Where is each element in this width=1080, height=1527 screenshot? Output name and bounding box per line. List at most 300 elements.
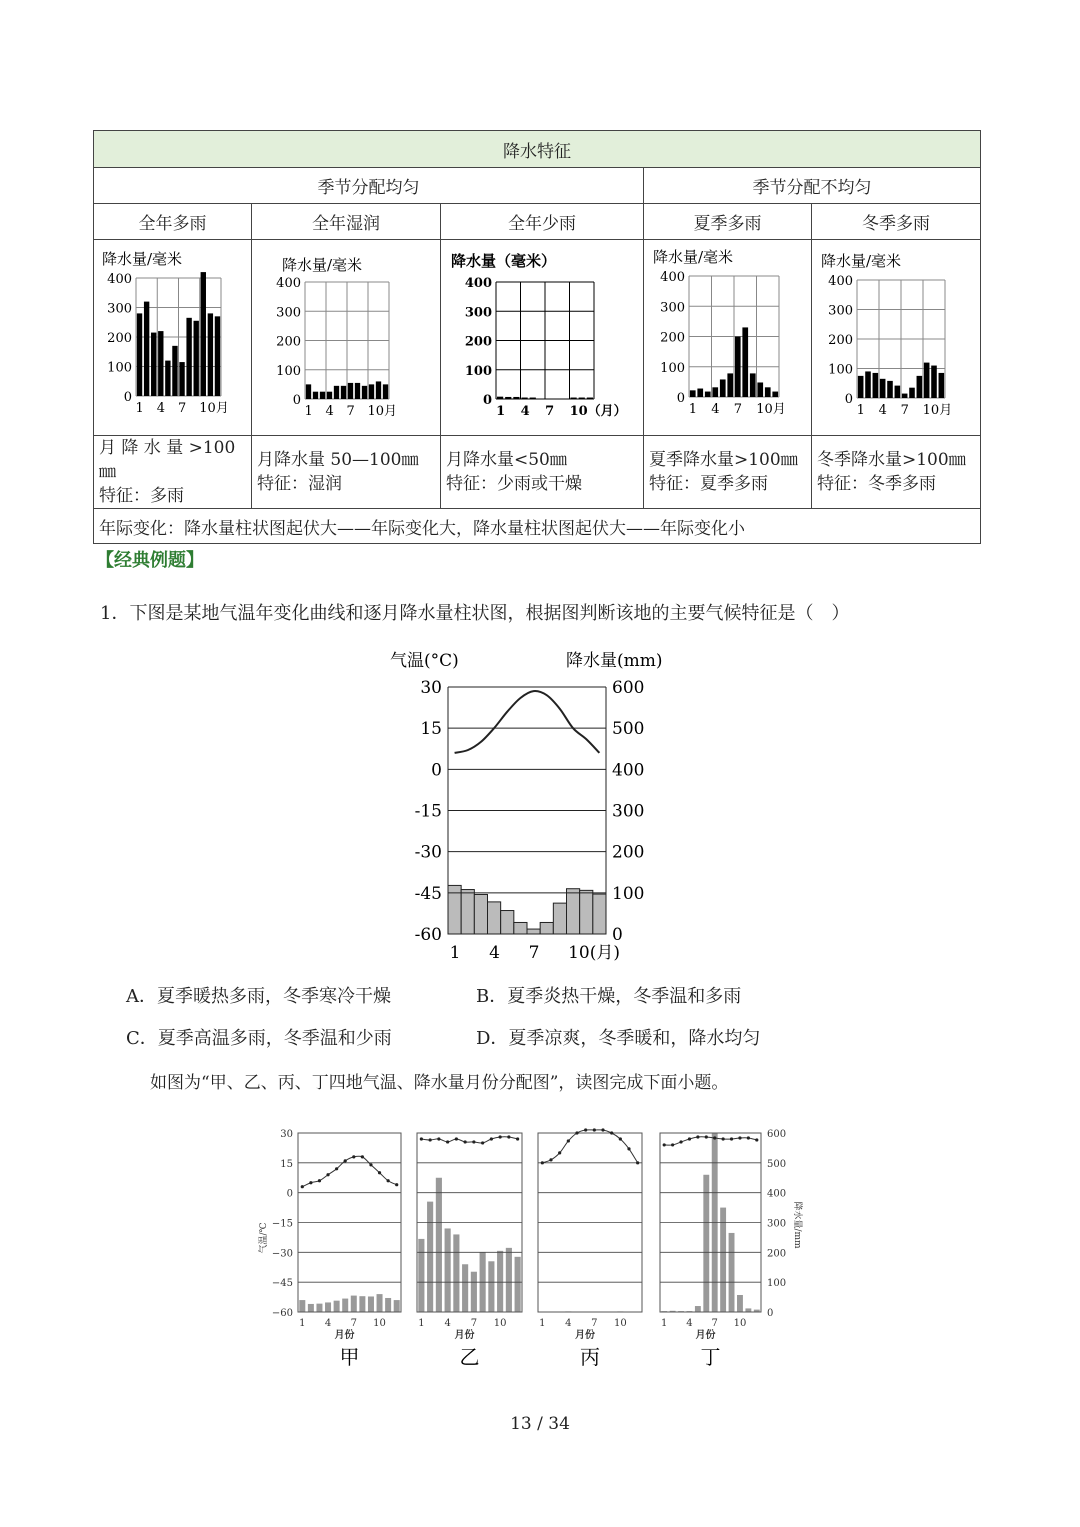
- y-tick-label-right: 500: [767, 1158, 787, 1170]
- precip-bar: [385, 1298, 391, 1312]
- x-tick-label: 1: [688, 402, 698, 417]
- temperature-point: [455, 1137, 458, 1140]
- precip-bar: [369, 384, 374, 399]
- question-text: 1．下图是某地气温年变化曲线和逐月降水量柱状图，根据图判断该地的主要气候特征是（ ）: [100, 603, 850, 624]
- desc-line: 特征：夏季多雨: [649, 474, 768, 494]
- y-tick-label: 100: [107, 360, 132, 376]
- y-tick-label-left: -60: [414, 925, 442, 945]
- temperature-point: [344, 1159, 347, 1162]
- annual-variation-note: 年际变化：降水量柱状图起伏大——年际变化大，降水量柱状图起伏大——年际变化小: [94, 509, 981, 544]
- precip-bar: [570, 398, 576, 399]
- chart-name: 乙: [459, 1345, 480, 1369]
- precip-bar: [488, 1261, 494, 1312]
- precip-bar: [341, 386, 346, 399]
- temperature-point: [352, 1155, 355, 1158]
- x-axis-title: 月份: [334, 1330, 355, 1341]
- x-tick-label: 7: [528, 943, 540, 963]
- precip-bar: [313, 392, 318, 399]
- temperature-point: [705, 1135, 708, 1138]
- y-tick-label: 400: [464, 276, 492, 291]
- precip-bar: [765, 387, 771, 397]
- precip-bar: [497, 1251, 503, 1312]
- x-tick-label: 4: [444, 1318, 451, 1329]
- x-axis-title: 月份: [454, 1330, 475, 1341]
- precip-bar: [320, 392, 325, 399]
- precip-bar: [579, 398, 585, 399]
- y-tick-label-left: -30: [414, 842, 442, 863]
- chart-cell: [441, 240, 644, 436]
- precip-bar: [137, 313, 142, 396]
- precip-bar: [348, 383, 353, 399]
- page-number: 13 / 34: [510, 1414, 570, 1434]
- precip-chart-dry: [441, 240, 643, 430]
- precip-bar: [462, 1264, 468, 1312]
- y-tick-label-left: -15: [414, 801, 442, 822]
- temperature-point: [593, 1128, 596, 1131]
- x-tick-label: 10月: [922, 403, 953, 418]
- precip-bar: [506, 1248, 512, 1312]
- temperature-point: [747, 1136, 750, 1139]
- temperature-point: [499, 1135, 502, 1138]
- precip-bar: [895, 386, 901, 398]
- precip-bar: [497, 397, 503, 399]
- precip-bar: [924, 363, 930, 398]
- precip-bar: [461, 890, 474, 934]
- precip-bar: [488, 902, 501, 934]
- temperature-point: [481, 1141, 484, 1144]
- x-tick-label: 4: [711, 402, 720, 417]
- y-tick-label: 300: [107, 301, 132, 317]
- temperature-curve: [542, 1130, 637, 1163]
- temperature-point: [679, 1140, 682, 1143]
- precip-bar: [436, 1178, 442, 1312]
- desc-line: 特征：冬季多雨: [817, 474, 936, 494]
- temperature-point: [301, 1185, 304, 1188]
- precip-bar: [208, 313, 213, 396]
- temperature-point: [507, 1135, 510, 1138]
- temperature-point: [722, 1137, 725, 1140]
- y-tick-label-left: 0: [286, 1188, 293, 1200]
- desc-cell: [94, 436, 252, 509]
- chart-title: 降水量（毫米）: [451, 252, 557, 270]
- temperature-point: [610, 1131, 613, 1134]
- section-heading: 【经典例题】: [96, 550, 204, 571]
- precip-bar: [453, 1234, 459, 1312]
- y-tick-label: 0: [844, 392, 853, 407]
- precip-bar: [729, 1233, 735, 1312]
- temperature-point: [663, 1143, 666, 1146]
- x-tick-label: 1: [496, 404, 506, 419]
- y-tick-label: 0: [676, 391, 685, 406]
- desc-cell: [812, 436, 981, 509]
- precip-bar: [394, 1300, 400, 1312]
- temperature-curve: [455, 691, 600, 753]
- precip-bar: [334, 1301, 340, 1312]
- y-tick-label: 300: [660, 300, 685, 316]
- precip-bar: [355, 383, 360, 399]
- precip-bar: [909, 388, 915, 398]
- desc-cell: [441, 436, 644, 509]
- precip-bar: [580, 890, 593, 934]
- x-tick-label: 1: [135, 401, 144, 416]
- temperature-point: [429, 1138, 432, 1141]
- chart-name: 甲: [339, 1345, 360, 1369]
- x-axis-title: 月份: [695, 1330, 716, 1341]
- temperature-point: [671, 1143, 674, 1146]
- y-tick-label: 400: [660, 270, 685, 285]
- temperature-point: [309, 1181, 312, 1184]
- x-axis-title: 月份: [575, 1330, 595, 1341]
- precip-bar: [593, 894, 606, 934]
- precip-bar: [334, 386, 339, 399]
- precip-bar: [144, 302, 149, 396]
- precip-bar: [939, 373, 945, 398]
- y-tick-label-left: −45: [271, 1278, 293, 1290]
- precip-bar: [316, 1304, 322, 1312]
- y-tick-label: 300: [276, 305, 301, 321]
- temperature-point: [567, 1139, 570, 1142]
- y-axis-title-left: 气温/℃: [259, 1222, 269, 1254]
- x-tick-label: 4: [325, 404, 334, 419]
- x-tick-label: 4: [686, 1318, 693, 1329]
- x-tick-label: 10: [373, 1318, 386, 1329]
- precip-bar: [445, 1228, 451, 1312]
- temperature-point: [318, 1179, 321, 1182]
- y-tick-label: 100: [660, 360, 685, 376]
- x-tick-label: 4: [520, 404, 530, 419]
- temperature-point: [584, 1128, 587, 1131]
- y-tick-label: 0: [482, 393, 492, 408]
- precip-bar: [505, 397, 511, 399]
- y-tick-label: 200: [107, 331, 132, 346]
- precip-bar: [368, 1296, 374, 1312]
- x-tick-label: 4: [324, 1318, 332, 1329]
- chart-title: 降水量/毫米: [282, 256, 363, 274]
- temperature-point: [738, 1136, 741, 1139]
- x-tick-label: 10: [613, 1318, 627, 1329]
- precip-bar: [567, 889, 580, 934]
- precip-bar: [376, 381, 381, 399]
- x-tick-label: 10(月): [568, 943, 620, 963]
- x-tick-label: 1: [661, 1318, 668, 1329]
- y-tick-label: 400: [276, 276, 301, 291]
- precip-bar: [587, 398, 593, 399]
- desc-line: 夏季降水量>100㎜: [649, 450, 798, 470]
- y-tick-label: 200: [660, 330, 685, 346]
- temperature-point: [464, 1140, 467, 1143]
- temperature-curve: [302, 1156, 396, 1187]
- y-axis-title-right: 降水量(mm): [566, 651, 663, 671]
- category-cell: 全年多雨: [94, 204, 252, 240]
- desc-line: 特征：少雨或干燥: [446, 474, 582, 494]
- chart-cell: [644, 240, 812, 436]
- temperature-point: [420, 1137, 423, 1140]
- precip-bar: [703, 1175, 709, 1312]
- temperature-point: [601, 1128, 604, 1131]
- precip-bar: [720, 379, 726, 397]
- y-tick-label-right: 300: [612, 801, 645, 822]
- y-tick-label: 100: [464, 363, 492, 379]
- temperature-point: [713, 1136, 716, 1139]
- temperature-point: [755, 1138, 758, 1141]
- precip-bar: [158, 331, 163, 396]
- temperature-point: [387, 1179, 390, 1182]
- temperature-curve: [664, 1137, 757, 1145]
- temperature-point: [575, 1131, 578, 1134]
- temperature-point: [335, 1167, 338, 1170]
- y-tick-label-right: 400: [767, 1188, 787, 1200]
- y-tick-label-right: 200: [612, 842, 645, 863]
- temperature-point: [369, 1163, 372, 1166]
- x-tick-label: 1: [418, 1318, 425, 1329]
- intro-text: 如图为“甲、乙、丙、丁四地气温、降水量月份分配图”，读图完成下面小题。: [150, 1073, 729, 1093]
- x-tick-label: 7: [350, 1318, 357, 1329]
- precip-bar: [873, 373, 879, 398]
- precip-bar: [931, 366, 937, 398]
- precip-bar: [546, 399, 552, 400]
- desc-line: 月降水量 50—100㎜: [257, 450, 419, 470]
- temperature-point: [395, 1183, 398, 1186]
- desc-cell: [252, 436, 441, 509]
- precip-bar: [418, 1239, 424, 1312]
- precip-bar: [377, 1294, 383, 1312]
- chart-name: 丙: [580, 1345, 600, 1369]
- y-tick-label-right: 0: [612, 925, 623, 945]
- x-tick-label: 1: [449, 943, 461, 963]
- desc-line: 月 降 水 量 >100㎜: [99, 438, 236, 482]
- y-tick-label-right: 400: [612, 760, 645, 781]
- precip-bar: [562, 399, 568, 400]
- y-tick-label: 400: [107, 272, 132, 287]
- precip-bar: [501, 911, 514, 934]
- x-tick-label: 10: [493, 1318, 507, 1329]
- precip-chart-winter-rain: [812, 240, 980, 430]
- precip-bar: [712, 387, 718, 397]
- precip-bar: [697, 389, 703, 397]
- y-tick-label-right: 600: [612, 678, 645, 698]
- four-site-climate-charts: [259, 1120, 815, 1375]
- y-axis-title-left: 气温(°C): [390, 651, 459, 671]
- x-tick-label: 7: [591, 1318, 598, 1329]
- y-tick-label-left: 30: [420, 678, 442, 698]
- precip-bar: [735, 337, 741, 398]
- y-tick-label-left: −30: [271, 1248, 293, 1260]
- chart-cell: [252, 240, 441, 436]
- x-tick-label: 10（月）: [569, 404, 627, 419]
- x-tick-label: 7: [711, 1318, 718, 1329]
- precip-bar: [690, 390, 696, 397]
- category-cell: 夏季多雨: [644, 204, 812, 240]
- desc-line: 特征：多雨: [99, 486, 184, 506]
- temperature-point: [472, 1140, 475, 1143]
- precip-bar: [865, 371, 871, 398]
- y-tick-label-right: 300: [767, 1218, 787, 1230]
- precip-bar: [179, 362, 184, 396]
- temperature-point: [378, 1171, 381, 1174]
- precip-bar: [720, 1208, 726, 1312]
- precip-bar: [362, 386, 367, 399]
- precip-bar: [538, 399, 544, 400]
- y-tick-label-left: 15: [280, 1158, 293, 1170]
- precip-bar: [308, 1304, 314, 1312]
- chart-title: 降水量/毫米: [821, 252, 902, 270]
- precip-bar: [299, 1300, 305, 1312]
- y-axis-title-right: 降水量/mm: [792, 1201, 802, 1249]
- precip-bar: [351, 1296, 357, 1312]
- y-tick-label: 200: [464, 334, 492, 350]
- chart-title: 降水量/毫米: [102, 250, 183, 268]
- y-tick-label-left: 15: [420, 719, 442, 740]
- y-tick-label: 0: [292, 393, 301, 408]
- precip-bar: [750, 373, 756, 397]
- y-tick-label-left: −60: [271, 1308, 293, 1319]
- precip-bar: [194, 321, 199, 396]
- y-tick-label-right: 200: [767, 1248, 787, 1260]
- temperature-point: [636, 1161, 639, 1164]
- x-tick-label: 7: [346, 404, 355, 419]
- x-tick-label: 7: [178, 401, 187, 416]
- climate-chart: [380, 640, 700, 970]
- y-tick-label-right: 100: [612, 883, 645, 904]
- group-uneven: 季节分配不均匀: [644, 168, 981, 204]
- y-tick-label: 300: [828, 303, 853, 319]
- y-tick-label-right: 500: [612, 719, 645, 740]
- precip-bar: [427, 1202, 433, 1312]
- temperature-point: [696, 1135, 699, 1138]
- x-tick-label: 4: [565, 1318, 572, 1329]
- x-tick-label: 10月: [367, 404, 398, 419]
- option-d[interactable]: D．夏季凉爽，冬季暖和，降水均匀: [476, 1028, 761, 1049]
- table-header: 降水特征: [94, 131, 981, 168]
- x-tick-label: 10: [733, 1318, 747, 1329]
- x-tick-label: 4: [489, 943, 500, 963]
- desc-line: 冬季降水量>100㎜: [817, 450, 966, 470]
- precip-bar: [757, 382, 763, 397]
- x-tick-label: 7: [545, 404, 555, 419]
- y-tick-label-left: −15: [271, 1218, 293, 1230]
- precip-bar: [530, 398, 536, 399]
- y-tick-label-right: 600: [767, 1129, 787, 1140]
- y-tick-label-right: 100: [767, 1278, 787, 1290]
- y-tick-label: 100: [828, 362, 853, 378]
- chart-name: 丁: [700, 1345, 721, 1369]
- precip-bar: [772, 392, 778, 397]
- temperature-point: [730, 1137, 733, 1140]
- precip-bar: [902, 394, 908, 398]
- precip-bar: [521, 398, 527, 399]
- y-tick-label-left: -45: [414, 883, 442, 904]
- chart-title: 降水量/毫米: [653, 248, 734, 266]
- x-tick-label: 1: [539, 1318, 546, 1329]
- precip-bar: [858, 376, 864, 398]
- temperature-point: [490, 1137, 493, 1140]
- precip-bar: [342, 1299, 348, 1312]
- temperature-point: [516, 1137, 519, 1140]
- precip-bar: [695, 1306, 701, 1312]
- category-cell: 冬季多雨: [812, 204, 981, 240]
- x-tick-label: 1: [856, 403, 865, 418]
- precip-bar: [172, 346, 177, 396]
- temperature-point: [619, 1137, 622, 1140]
- y-tick-label-left: 30: [280, 1129, 293, 1140]
- temperature-point: [541, 1161, 544, 1164]
- precip-bar: [327, 392, 332, 399]
- precip-bar: [880, 379, 886, 398]
- precip-bar: [917, 376, 923, 398]
- y-tick-label: 300: [464, 305, 492, 321]
- temperature-point: [437, 1137, 440, 1140]
- precip-chart-rainy: [94, 240, 251, 430]
- x-tick-label: 1: [304, 404, 313, 419]
- temperature-point: [446, 1140, 449, 1143]
- precip-bar: [201, 272, 206, 396]
- precip-bar: [383, 384, 388, 399]
- desc-line: 月降水量<50㎜: [446, 450, 567, 470]
- precipitation-feature-table: [93, 130, 981, 544]
- precip-bar: [742, 327, 748, 397]
- temperature-point: [627, 1147, 630, 1150]
- precip-bar: [705, 392, 711, 397]
- precip-bar: [745, 1308, 751, 1312]
- precip-bar: [554, 399, 560, 400]
- precip-bar: [474, 894, 487, 934]
- temperature-point: [688, 1137, 691, 1140]
- option-b[interactable]: B．夏季炎热干燥，冬季温和多雨: [476, 986, 742, 1007]
- desc-line: 特征：湿润: [257, 474, 342, 494]
- precip-bar: [359, 1296, 365, 1312]
- precip-bar: [514, 922, 527, 934]
- group-even: 季节分配均匀: [94, 168, 644, 204]
- temperature-point: [326, 1173, 329, 1176]
- x-tick-label: 7: [470, 1318, 478, 1329]
- precip-bar: [306, 384, 311, 399]
- y-tick-label-right: 0: [767, 1308, 774, 1319]
- x-tick-label: 4: [878, 403, 887, 418]
- precip-bar: [151, 333, 156, 396]
- option-c[interactable]: C．夏季高温多雨，冬季温和少雨: [126, 1028, 392, 1049]
- x-tick-label: 10月: [199, 401, 229, 416]
- temperature-point: [549, 1158, 552, 1161]
- precip-bar: [165, 361, 170, 396]
- option-a[interactable]: A．夏季暖热多雨，冬季寒冷干燥: [126, 986, 391, 1007]
- category-cell: 全年少雨: [441, 204, 644, 240]
- precip-bar: [513, 397, 519, 399]
- x-tick-label: 7: [900, 403, 909, 418]
- chart-cell: [812, 240, 981, 436]
- y-tick-label: 0: [123, 390, 132, 405]
- category-cell: 全年湿润: [252, 204, 441, 240]
- precip-bar: [325, 1302, 331, 1312]
- y-tick-label: 400: [828, 274, 853, 289]
- x-tick-label: 10月: [756, 402, 786, 417]
- precip-bar: [727, 373, 733, 397]
- precip-bar: [186, 318, 191, 396]
- precip-bar: [887, 381, 893, 398]
- precip-bar: [553, 903, 566, 934]
- precip-bar: [471, 1272, 477, 1312]
- x-tick-label: 1: [299, 1318, 306, 1329]
- precip-chart-summer-rain: [644, 240, 811, 430]
- x-tick-label: 7: [733, 402, 743, 417]
- y-tick-label-left: 0: [431, 760, 442, 781]
- precip-bar: [737, 1295, 743, 1312]
- desc-cell: [644, 436, 812, 509]
- y-tick-label: 200: [276, 334, 301, 350]
- precip-bar: [215, 316, 220, 396]
- precip-chart-humid: [252, 240, 440, 430]
- temperature-curve: [421, 1137, 517, 1143]
- x-tick-label: 4: [156, 401, 166, 416]
